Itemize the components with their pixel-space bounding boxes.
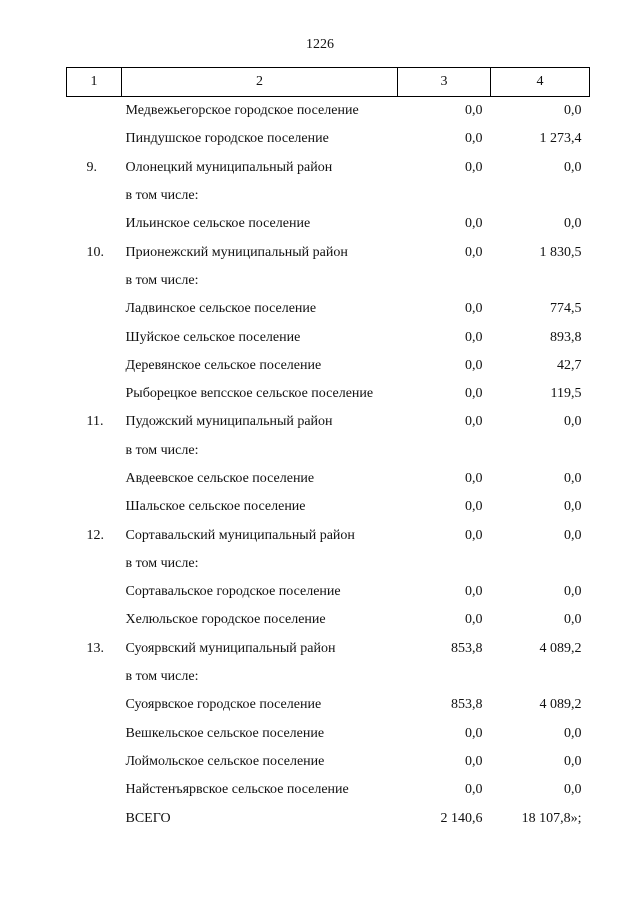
row-number: [67, 606, 122, 634]
row-value-col4: 0,0: [564, 612, 582, 628]
table-row: [67, 748, 590, 776]
row-number: [67, 323, 122, 351]
row-name: в том числе:: [125, 272, 199, 288]
row-value-col3: 853,8: [451, 697, 483, 713]
row-value-col4: 0,0: [564, 103, 582, 119]
row-number: 10.: [86, 244, 104, 260]
row-value-col4: 0,0: [564, 471, 582, 486]
table-row: [67, 437, 590, 465]
page-number: 1226: [306, 37, 334, 52]
row-number: [67, 465, 122, 493]
row-value-col3: 0,0: [465, 244, 483, 260]
row-value-col3: 0,0: [465, 725, 483, 741]
row-value-col4: 42,7: [557, 357, 582, 373]
row-value-col3: 0,0: [465, 782, 483, 798]
row-value-col3: 0,0: [465, 357, 483, 373]
row-name: в том числе:: [125, 669, 199, 685]
row-name: Авдеевское сельское поселение: [125, 471, 315, 486]
table-row: [67, 352, 590, 380]
row-name: Хелюльское городское поселение: [125, 612, 326, 628]
row-name: Сортавальский муниципальный район: [125, 527, 355, 543]
table-body: [67, 97, 590, 833]
row-name: в том числе:: [125, 442, 199, 458]
table-row: [67, 408, 590, 436]
table-row: [67, 182, 590, 210]
row-number: 12.: [86, 527, 104, 543]
table-row: [67, 776, 590, 804]
table-row: [67, 323, 590, 351]
row-value-col3: 0,0: [465, 301, 483, 317]
row-number: [67, 380, 122, 408]
table-row: [67, 550, 590, 578]
table-row: [67, 606, 590, 634]
row-name: Суоярвский муниципальный район: [125, 640, 336, 656]
table-header: [67, 68, 590, 97]
row-number: 9.: [86, 159, 97, 175]
row-name: Рыборецкое вепсское сельское поселение: [125, 386, 374, 402]
table-row: [67, 720, 590, 748]
table-row: [67, 210, 590, 238]
row-number: [67, 578, 122, 606]
header-col-2: 2: [122, 68, 398, 97]
row-value-col4: 0,0: [564, 527, 582, 543]
row-value-col3: 0,0: [465, 131, 483, 147]
row-value-col3: 0,0: [465, 499, 483, 515]
row-value-col3: 0,0: [465, 753, 483, 769]
row-name: Шальское сельское поселение: [125, 499, 306, 515]
row-value-col3: [398, 182, 491, 210]
row-number: [67, 748, 122, 776]
row-value-col3: 0,0: [465, 216, 483, 232]
row-value-col4: [491, 437, 590, 465]
table-row: [67, 267, 590, 295]
row-number: [67, 804, 122, 832]
row-value-col4: 1 273,4: [539, 131, 582, 147]
row-value-col4: [491, 663, 590, 691]
row-value-col4: 0,0: [564, 584, 582, 600]
row-name: Прионежский муниципальный район: [125, 244, 348, 260]
row-value-col4: 18 107,8»;: [521, 810, 582, 826]
row-number: 13.: [86, 640, 104, 656]
header-row: [67, 68, 590, 97]
table-row: [67, 97, 590, 126]
row-value-col4: [491, 182, 590, 210]
row-name: Ладвинское сельское поселение: [125, 301, 317, 317]
data-table: [66, 67, 590, 833]
row-name: Найстенъярвское сельское поселение: [125, 782, 349, 798]
row-name: в том числе:: [125, 555, 199, 571]
row-number: [67, 550, 122, 578]
row-name: Сортавальское городское поселение: [125, 584, 341, 600]
table-row: [67, 804, 590, 832]
table-row: [67, 578, 590, 606]
row-number: [67, 691, 122, 719]
row-value-col3: 0,0: [465, 527, 483, 543]
row-value-col3: 0,0: [465, 612, 483, 628]
row-name: Пиндушское городское поселение: [125, 131, 329, 147]
row-name: Лоймольское сельское поселение: [125, 753, 325, 769]
table-row: [67, 125, 590, 153]
table-row: [67, 154, 590, 182]
row-value-col3: [398, 437, 491, 465]
table-row: [67, 521, 590, 549]
row-number: [67, 210, 122, 238]
row-name: в том числе:: [125, 188, 199, 204]
row-number: [67, 125, 122, 153]
row-number: 11.: [86, 414, 104, 430]
row-value-col4: 774,5: [550, 301, 582, 317]
row-number: [67, 437, 122, 465]
row-value-col3: 853,8: [451, 640, 483, 656]
header-col-3: 3: [398, 68, 491, 97]
row-number: [67, 493, 122, 521]
row-number: [67, 663, 122, 691]
row-value-col3: 2 140,6: [440, 810, 483, 826]
header-col-1: 1: [67, 68, 122, 97]
row-value-col4: 0,0: [564, 159, 582, 175]
table-row: [67, 295, 590, 323]
row-number: [67, 182, 122, 210]
row-value-col3: [398, 550, 491, 578]
row-value-col3: 0,0: [465, 414, 483, 430]
row-value-col3: 0,0: [465, 159, 483, 175]
table-row: [67, 380, 590, 408]
row-name: Олонецкий муниципальный район: [125, 159, 333, 175]
header-col-4: 4: [491, 68, 590, 97]
row-value-col3: 0,0: [465, 386, 483, 402]
row-value-col4: 4 089,2: [539, 697, 582, 713]
row-name: Медвежьегорское городское поселение: [125, 103, 359, 119]
table-row: [67, 493, 590, 521]
row-value-col4: [491, 550, 590, 578]
row-value-col4: 0,0: [564, 782, 582, 798]
row-number: [67, 295, 122, 323]
table-row: [67, 238, 590, 266]
row-value-col4: 893,8: [550, 329, 582, 345]
row-name: ВСЕГО: [125, 810, 171, 826]
row-name: Шуйское сельское поселение: [125, 329, 301, 345]
row-value-col3: 0,0: [465, 471, 483, 486]
row-name: Деревянское сельское поселение: [125, 357, 322, 373]
row-number: [67, 267, 122, 295]
row-number: [67, 352, 122, 380]
row-value-col3: 0,0: [465, 584, 483, 600]
table-row: [67, 465, 590, 493]
row-value-col3: [398, 267, 491, 295]
row-value-col4: 119,5: [550, 386, 582, 402]
row-value-col3: [398, 663, 491, 691]
row-value-col3: 0,0: [465, 103, 483, 119]
row-value-col4: 0,0: [564, 216, 582, 232]
row-value-col3: 0,0: [465, 329, 483, 345]
table-row: [67, 635, 590, 663]
row-value-col4: 0,0: [564, 414, 582, 430]
row-number: [67, 97, 122, 126]
row-value-col4: 1 830,5: [539, 244, 582, 260]
table-row: [67, 691, 590, 719]
row-value-col4: 0,0: [564, 725, 582, 741]
row-value-col4: [491, 267, 590, 295]
row-value-col4: 4 089,2: [539, 640, 582, 656]
row-number: [67, 776, 122, 804]
row-number: [67, 720, 122, 748]
table-row: [67, 663, 590, 691]
row-value-col4: 0,0: [564, 499, 582, 515]
row-name: Суоярвское городское поселение: [125, 697, 322, 713]
row-name: Ильинское сельское поселение: [125, 216, 311, 232]
row-value-col4: 0,0: [564, 753, 582, 769]
row-name: Вешкельское сельское поселение: [125, 725, 325, 741]
row-name: Пудожский муниципальный район: [125, 414, 333, 430]
